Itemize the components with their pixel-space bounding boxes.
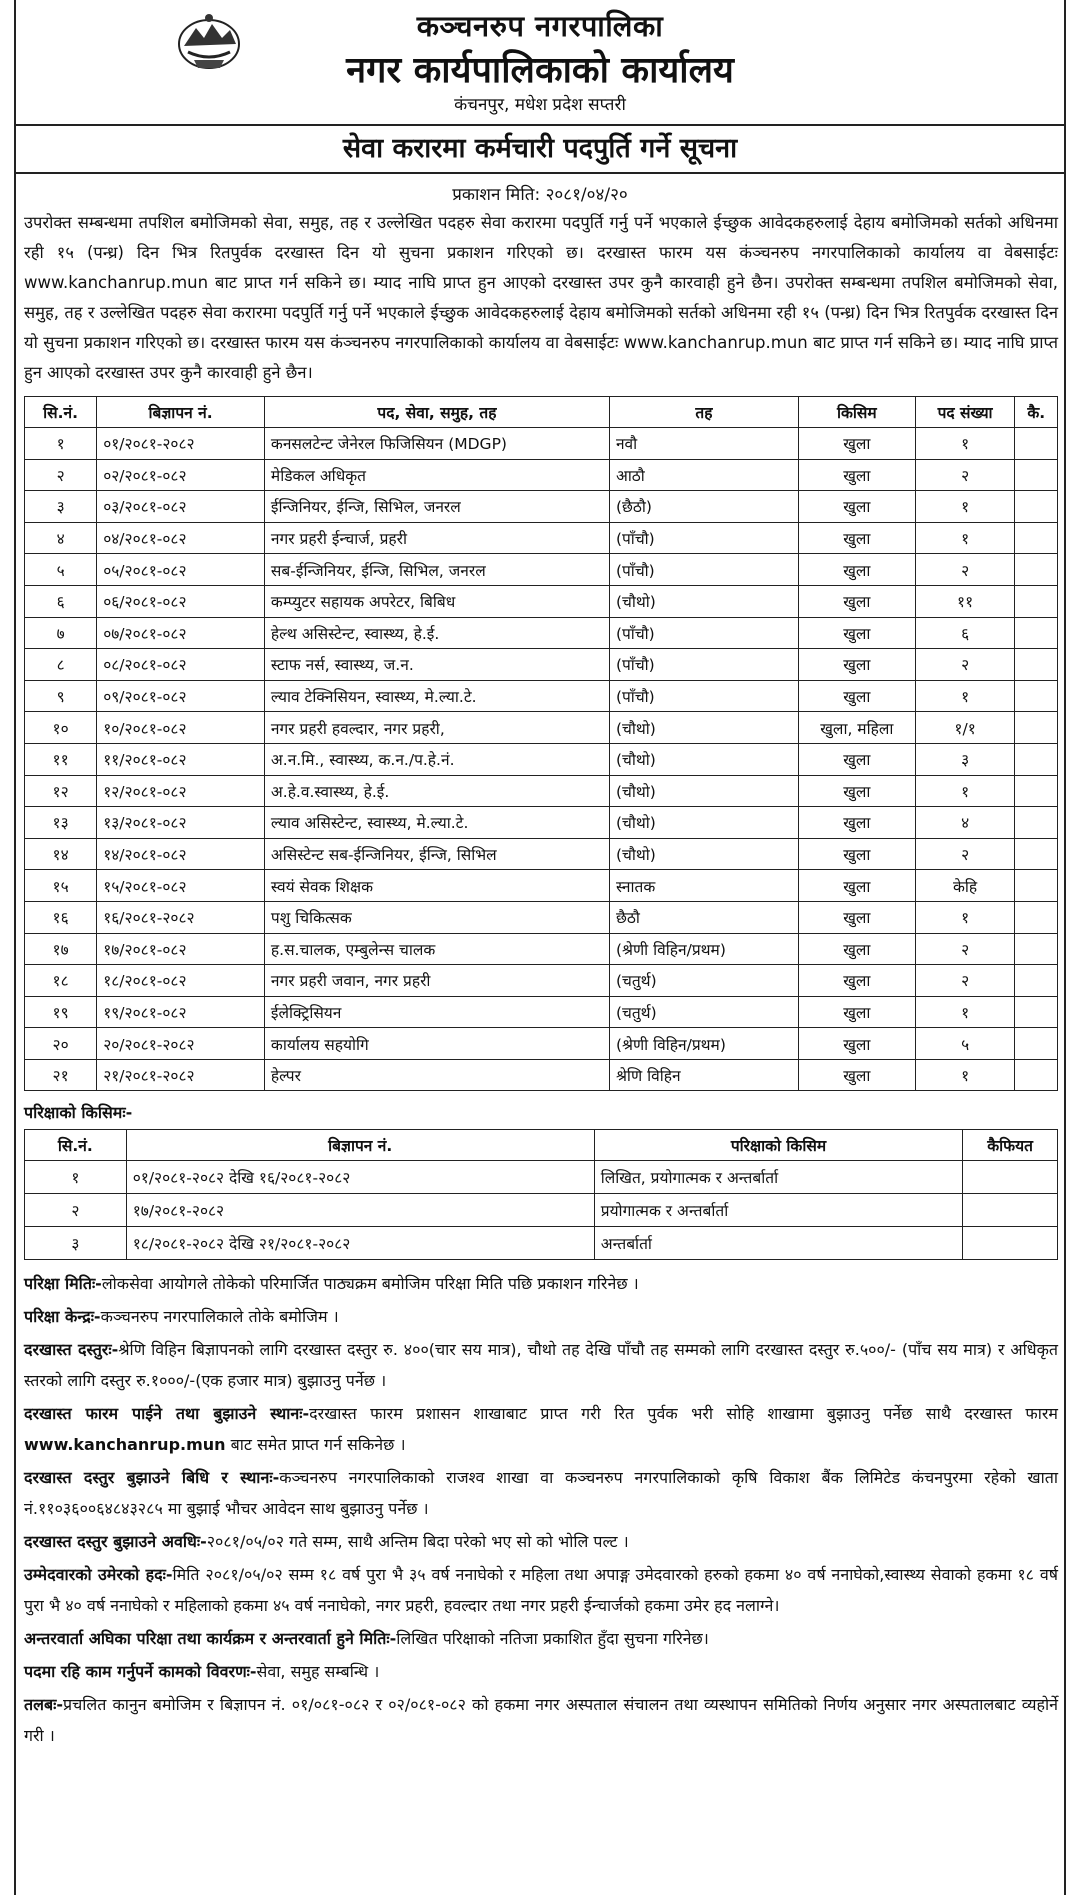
exam-section-label: परिक्षाको किसिमः-: [24, 1103, 133, 1123]
table-cell: हेल्थ असिस्टेन्ट, स्वास्थ्य, हे.ई.: [264, 617, 609, 649]
table-cell: सब-ईन्जिनियर, ईन्जि, सिभिल, जनरल: [264, 554, 609, 586]
note-text: मिति २०८१/०५/०२ सम्म १८ वर्ष पुरा भै ३५ वर्ष ननाघेको र महिला तथा अपाङ्ग उमेदवारको हरुको हकमा ४० वर्ष ननाघेको,स्वास्थ्य सेवाको हकमा १८ वर्ष पुरा भै ४० वर्ष ननाघेको र महिलाको हकमा ४५ वर्ष ननाघेको, नगर प्रहरी, हवल्दार तथा नगर प्रहरी ईन्चार्जको हकमा उमेर हद नलाग्ने।: [24, 1565, 1059, 1616]
table-cell: (श्रेणी विहिन/प्रथम): [609, 1028, 798, 1060]
table-cell: ११/२०८१-०८२: [97, 743, 265, 775]
note-label: अन्तरवार्ता अघिका परिक्षा तथा कार्यक्रम र अन्तरवार्ता हुने मितिः-: [24, 1629, 397, 1649]
table-cell: स्नातक: [609, 870, 798, 902]
note-item: [24, 1398, 1058, 1460]
table-cell: खुला: [798, 775, 915, 807]
table-row: [25, 1227, 1058, 1260]
note-item: [24, 1462, 1058, 1524]
table-cell: अन्तर्बार्ता: [594, 1227, 962, 1260]
table-cell: नवौ: [609, 428, 798, 460]
intro-paragraph: उपरोक्त सम्बन्धमा तपशिल बमोजिमको सेवा, समुह, तह र उल्लेखित पदहरु सेवा करारमा पदपुर्ति गर्नु पर्ने भएकाले ईच्छुक आवेदकहरुलाई देहाय बमोजिमको सर्तको अधिनमा रही १५ (पन्ध्र) दिन भित्र रितपुर्वक दरखास्त दिन यो सुचना प्रकाशन गरिएको छ। दरखास्त फारम यस कंञ्चनरुप नगरपालिकाको कार्यालय वा वेबसाईटः www.kanchanrup.mun बाट प्राप्त गर्न सकिने छ। म्याद नाघि प्राप्त हुन आएको दरखास्त उपर कुनै कारवाही हुने छैन। उपरोक्त सम्बन्धमा तपशिल बमोजिमको सेवा, समुह, तह र उल्लेखित पदहरु सेवा करारमा पदपुर्ति गर्नु पर्ने भएकाले ईच्छुक आवेदकहरुलाई देहाय बमोजिमको सर्तको अधिनमा रही १५ (पन्ध्र) दिन भित्र रितपुर्वक दरखास्त दिन यो सुचना प्रकाशन गरिएको छ। दरखास्त फारम यस कंञ्चनरुप नगरपालिकाको कार्यालय वा वेबसाईटः www.kanchanrup.mun बाट प्राप्त गर्न सकिने छ। म्याद नाघि प्राप्त हुन आएको दरखास्त उपर कुनै कारवाही हुने छैन।: [24, 213, 1058, 382]
note-label: दरखास्त दस्तुर बुझाउने बिधि र स्थानः-: [24, 1468, 280, 1488]
table-cell: खुला, महिला: [798, 712, 915, 744]
table-cell: [1015, 428, 1058, 460]
table-cell: नगर प्रहरी हवल्दार, नगर प्रहरी,: [264, 712, 609, 744]
table-cell: १: [25, 1161, 127, 1194]
table-cell: खुला: [798, 838, 915, 870]
table-cell: १८: [25, 965, 97, 997]
table-cell: (छैठौ): [609, 491, 798, 523]
note-label: दरखास्त फारम पाईने तथा बुझाउने स्थानः-: [24, 1404, 310, 1424]
exam-header-cell: सि.नं.: [25, 1130, 127, 1161]
table-cell: [963, 1227, 1058, 1260]
table-cell: खुला: [798, 554, 915, 586]
table-cell: [1015, 491, 1058, 523]
publication-date: प्रकाशन मिति: २०८१/०४/२०: [452, 185, 628, 205]
table-cell: १३/२०८१-०८२: [97, 807, 265, 839]
table-cell: स्टाफ नर्स, स्वास्थ्य, ज.न.: [264, 649, 609, 681]
table-cell: (चौथो): [609, 807, 798, 839]
note-item: [24, 1301, 1058, 1332]
table-cell: ९: [25, 680, 97, 712]
table-cell: खुला: [798, 585, 915, 617]
table-cell: [1015, 617, 1058, 649]
table-cell: १५: [25, 870, 97, 902]
table-cell: ०२/२०८१-०८२: [97, 459, 265, 491]
table-cell: खुला: [798, 870, 915, 902]
table-cell: खुला: [798, 428, 915, 460]
table-row: [25, 554, 1058, 586]
table-cell: नगर प्रहरी ईन्चार्ज, प्रहरी: [264, 522, 609, 554]
table-cell: १: [915, 491, 1015, 523]
table-cell: १: [915, 996, 1015, 1028]
note-text: सेवा, समुह सम्बन्धि ।: [256, 1662, 380, 1682]
table-cell: २: [915, 649, 1015, 681]
table-cell: ०७/२०८१-०८२: [97, 617, 265, 649]
table-cell: (पाँचौ): [609, 522, 798, 554]
posts-header-cell: तह: [609, 397, 798, 428]
table-cell: (पाँचौ): [609, 649, 798, 681]
table-cell: (चौथो): [609, 585, 798, 617]
table-cell: प्रयोगात्मक र अन्तर्बार्ता: [594, 1194, 962, 1227]
table-cell: १९/२०८१-०८२: [97, 996, 265, 1028]
table-cell: [1015, 807, 1058, 839]
posts-table: [24, 396, 1058, 1091]
table-cell: [1015, 459, 1058, 491]
table-cell: (श्रेणी विहिन/प्रथम): [609, 933, 798, 965]
table-cell: १६: [25, 901, 97, 933]
table-cell: १३: [25, 807, 97, 839]
posts-header-cell: किसिम: [798, 397, 915, 428]
table-cell: ल्याव टेक्निसियन, स्वास्थ्य, मे.ल्या.टे.: [264, 680, 609, 712]
exam-table: [24, 1129, 1058, 1260]
table-cell: १: [915, 522, 1015, 554]
table-cell: १८/२०८१-०८२: [97, 965, 265, 997]
table-cell: ०१/२०८१-२०८२ देखि १६/२०८१-२०८२: [126, 1161, 594, 1194]
table-cell: ७: [25, 617, 97, 649]
table-cell: १९: [25, 996, 97, 1028]
table-row: [25, 459, 1058, 491]
table-cell: ०८/२०८१-०८२: [97, 649, 265, 681]
table-row: [25, 428, 1058, 460]
note-item: [24, 1623, 1058, 1654]
table-cell: १: [915, 1059, 1015, 1091]
table-cell: १८/२०८१-२०८२ देखि २१/२०८१-२०८२: [126, 1227, 594, 1260]
table-cell: ५: [915, 1028, 1015, 1060]
note-label: पदमा रहि काम गर्नुपर्ने कामको विवरणः-: [24, 1662, 257, 1682]
table-cell: २: [915, 965, 1015, 997]
table-cell: खुला: [798, 680, 915, 712]
table-cell: ८: [25, 649, 97, 681]
table-cell: २०/२०८१-२०८२: [97, 1028, 265, 1060]
notice-title: सेवा करारमा कर्मचारी पदपुर्ति गर्ने सूचना: [14, 124, 1066, 174]
table-cell: ५: [25, 554, 97, 586]
table-cell: [1015, 1028, 1058, 1060]
table-cell: खुला: [798, 807, 915, 839]
table-cell: [1015, 965, 1058, 997]
table-cell: (चौथो): [609, 743, 798, 775]
table-cell: [1015, 743, 1058, 775]
note-text: श्रेणि विहिन बिज्ञापनको लागि दरखास्त दस्तुर रु. ४००(चार सय मात्र), चौथो तह देखि पाँचौ तह सम्मको लागि दरखास्त दस्तुर रु.५००/- (पाँच सय मात्र) र अधिकृत स्तरको लागि दस्तुर रु.१०००/-(एक हजार मात्र) बुझाउनु पर्नेछ ।: [24, 1340, 1058, 1391]
table-row: [25, 743, 1058, 775]
table-row: [25, 965, 1058, 997]
note-text: दरखास्त फारम प्रशासन शाखाबाट प्राप्त गरी रित पुर्वक भरी सोहि शाखामा बुझाउनु पर्नेछ साथै दरखास्त फारम: [309, 1404, 1058, 1424]
table-row: [25, 1059, 1058, 1091]
table-cell: खुला: [798, 996, 915, 1028]
table-cell: केहि: [915, 870, 1015, 902]
table-cell: १: [915, 901, 1015, 933]
table-cell: [1015, 901, 1058, 933]
table-row: [25, 901, 1058, 933]
note-text: २०८१/०५/०२ गते सम्म, साथै अन्तिम बिदा परेको भए सो को भोलि पल्ट ।: [206, 1532, 629, 1552]
note-item: [24, 1656, 1058, 1687]
table-cell: [1015, 933, 1058, 965]
note-label: परिक्षा मितिः-: [24, 1274, 102, 1294]
table-row: [25, 491, 1058, 523]
note-label: परिक्षा केन्द्रः-: [24, 1307, 101, 1327]
table-cell: २: [915, 459, 1015, 491]
table-cell: (पाँचौ): [609, 680, 798, 712]
exam-table-body: [25, 1161, 1058, 1260]
table-cell: १२: [25, 775, 97, 807]
note-text: कञ्चनरुप नगरपालिकाले तोके बमोजिम ।: [100, 1307, 339, 1327]
table-cell: २१: [25, 1059, 97, 1091]
note-text: बाट समेत प्राप्त गर्न सकिनेछ ।: [230, 1435, 406, 1455]
table-cell: १६/२०८१-२०८२: [97, 901, 265, 933]
table-cell: खुला: [798, 1028, 915, 1060]
note-item: [24, 1526, 1058, 1557]
table-cell: अ.न.मि., स्वास्थ्य, क.न./प.हे.नं.: [264, 743, 609, 775]
table-cell: [963, 1161, 1058, 1194]
table-cell: १४: [25, 838, 97, 870]
posts-table-header: [25, 397, 1058, 428]
exam-header-cell: बिज्ञापन नं.: [126, 1130, 594, 1161]
table-cell: [1015, 1059, 1058, 1091]
table-cell: १: [915, 775, 1015, 807]
table-cell: ०६/२०८१-०८२: [97, 585, 265, 617]
table-cell: २१/२०८१-२०८२: [97, 1059, 265, 1091]
table-cell: पशु चिकित्सक: [264, 901, 609, 933]
table-cell: खुला: [798, 649, 915, 681]
table-cell: खुला: [798, 965, 915, 997]
table-row: [25, 1161, 1058, 1194]
table-cell: [1015, 554, 1058, 586]
posts-header-cell: सि.नं.: [25, 397, 97, 428]
header: [14, 0, 1066, 118]
table-cell: १७/२०८१-०८२: [97, 933, 265, 965]
posts-header-cell: पद संख्या: [915, 397, 1015, 428]
table-row: [25, 522, 1058, 554]
table-cell: (चौथो): [609, 838, 798, 870]
table-cell: [1015, 522, 1058, 554]
table-cell: ११: [25, 743, 97, 775]
table-cell: कनसलटेन्ट जेनेरल फिजिसियन (MDGP): [264, 428, 609, 460]
table-row: [25, 775, 1058, 807]
table-cell: ०५/२०८१-०८२: [97, 554, 265, 586]
table-cell: खुला: [798, 1059, 915, 1091]
table-cell: खुला: [798, 743, 915, 775]
table-row: [25, 712, 1058, 744]
table-cell: १०/२०८१-०८२: [97, 712, 265, 744]
note-item: [24, 1268, 1058, 1299]
table-cell: ६: [915, 617, 1015, 649]
office-address: कंचनपुर, मधेश प्रदेश सप्तरी: [454, 95, 626, 115]
table-cell: छैठौ: [609, 901, 798, 933]
table-cell: ३: [25, 1227, 127, 1260]
table-cell: २: [25, 1194, 127, 1227]
table-cell: ३: [25, 491, 97, 523]
table-cell: [1015, 996, 1058, 1028]
table-row: [25, 680, 1058, 712]
table-cell: (पाँचौ): [609, 617, 798, 649]
table-cell: असिस्टेन्ट सब-ईन्जिनियर, ईन्जि, सिभिल: [264, 838, 609, 870]
table-cell: १०: [25, 712, 97, 744]
note-text: कञ्चनरुप नगरपालिकाको राजश्व शाखा वा कञ्चनरुप नगरपालिकाको कृषि विकाश बैंक लिमिटेड कंचनपुरमा रहेको खाता नं.११०३६००६४८४३२८५ मा बुझाई भौचर आवेदन साथ बुझाउनु पर्नेछ ।: [24, 1468, 1059, 1519]
table-cell: (चतुर्थ): [609, 965, 798, 997]
notes-section: [14, 1268, 1066, 1751]
table-cell: (चतुर्थ): [609, 996, 798, 1028]
note-item: [24, 1689, 1058, 1751]
table-cell: [1015, 870, 1058, 902]
table-cell: २: [915, 838, 1015, 870]
table-cell: ३: [915, 743, 1015, 775]
posts-header-cell: बिज्ञापन नं.: [97, 397, 265, 428]
table-row: [25, 617, 1058, 649]
table-cell: (चौथो): [609, 775, 798, 807]
note-text: लोकसेवा आयोगले तोकेको परिमार्जित पाठ्यक्रम बमोजिम परिक्षा मिति पछि प्रकाशन गरिनेछ ।: [101, 1274, 639, 1294]
posts-table-body: [25, 428, 1058, 1091]
table-cell: खुला: [798, 617, 915, 649]
table-row: [25, 933, 1058, 965]
table-cell: ११: [915, 585, 1015, 617]
table-row: [25, 838, 1058, 870]
exam-header-cell: कैफियत: [963, 1130, 1058, 1161]
table-row: [25, 1028, 1058, 1060]
table-cell: खुला: [798, 491, 915, 523]
table-cell: [1015, 838, 1058, 870]
note-text: लिखित परिक्षाको नतिजा प्रकाशित हुँदा सुचना गरिनेछ।: [396, 1629, 709, 1649]
table-cell: (चौथो): [609, 712, 798, 744]
table-cell: ६: [25, 585, 97, 617]
exam-table-wrapper: [14, 1129, 1066, 1260]
note-label: उम्मेदवारको उमेरको हदः-: [24, 1565, 173, 1585]
table-cell: १: [25, 428, 97, 460]
table-cell: (पाँचौ): [609, 554, 798, 586]
table-cell: ०३/२०८१-०८२: [97, 491, 265, 523]
table-cell: १/१: [915, 712, 1015, 744]
table-cell: २०: [25, 1028, 97, 1060]
table-cell: ०९/२०८१-०८२: [97, 680, 265, 712]
note-item: [24, 1559, 1058, 1621]
posts-header-cell: कै.: [1015, 397, 1058, 428]
table-cell: मेडिकल अधिकृत: [264, 459, 609, 491]
table-cell: १२/२०८१-०८२: [97, 775, 265, 807]
table-cell: ल्याव असिस्टेन्ट, स्वास्थ्य, मे.ल्या.टे.: [264, 807, 609, 839]
table-cell: [1015, 775, 1058, 807]
table-row: [25, 996, 1058, 1028]
exam-header-cell: परिक्षाको किसिम: [594, 1130, 962, 1161]
table-cell: २: [915, 933, 1015, 965]
note-item: [24, 1334, 1058, 1396]
office-name: नगर कार्यपालिकाको कार्यालय: [346, 50, 734, 91]
note-label: दरखास्त दस्तुर बुझाउने अवधिः-: [24, 1532, 207, 1552]
table-cell: [1015, 585, 1058, 617]
table-cell: आठौ: [609, 459, 798, 491]
table-cell: अ.हे.व.स्वास्थ्य, हे.ई.: [264, 775, 609, 807]
table-cell: लिखित, प्रयोगात्मक र अन्तर्बार्ता: [594, 1161, 962, 1194]
note-label: तलबः-: [24, 1695, 63, 1715]
table-cell: खुला: [798, 459, 915, 491]
table-cell: १४/२०८१-०८२: [97, 838, 265, 870]
table-cell: [1015, 712, 1058, 744]
table-cell: कार्यालय सहयोगि: [264, 1028, 609, 1060]
table-cell: कम्प्युटर सहायक अपरेटर, बिबिध: [264, 585, 609, 617]
table-cell: १: [915, 680, 1015, 712]
table-row: [25, 807, 1058, 839]
table-cell: खुला: [798, 522, 915, 554]
table-cell: ह.स.चालक, एम्बुलेन्स चालक: [264, 933, 609, 965]
table-row: [25, 1194, 1058, 1227]
table-cell: ईन्जिनियर, ईन्जि, सिभिल, जनरल: [264, 491, 609, 523]
table-row: [25, 870, 1058, 902]
website-url: www.kanchanrup.mun: [24, 1435, 226, 1455]
note-text: प्रचलित कानुन बमोजिम र बिज्ञापन नं. ०१/०८१-०८२ र ०२/०८१-०८२ को हकमा नगर अस्पताल संचालन तथा व्यस्थापन समितिको निर्णय अनुसार नगर अस्पतालबाट व्यहोर्ने गरी ।: [24, 1695, 1058, 1746]
table-cell: १५/२०८१-०८२: [97, 870, 265, 902]
table-cell: ०४/२०८१-०८२: [97, 522, 265, 554]
org-name: कञ्चनरुप नगरपालिका: [416, 9, 664, 43]
exam-table-header: [25, 1130, 1058, 1161]
table-cell: ०१/२०८१-२०८२: [97, 428, 265, 460]
table-cell: २: [915, 554, 1015, 586]
table-cell: ४: [25, 522, 97, 554]
table-cell: खुला: [798, 933, 915, 965]
table-cell: [1015, 649, 1058, 681]
table-cell: १: [915, 428, 1015, 460]
table-cell: हेल्पर: [264, 1059, 609, 1091]
table-cell: ईलेक्ट्रिसियन: [264, 996, 609, 1028]
table-cell: श्रेणि विहिन: [609, 1059, 798, 1091]
table-cell: नगर प्रहरी जवान, नगर प्रहरी: [264, 965, 609, 997]
table-cell: १७: [25, 933, 97, 965]
table-cell: ४: [915, 807, 1015, 839]
posts-table-wrapper: [14, 396, 1066, 1091]
posts-header-cell: पद, सेवा, समुह, तह: [264, 397, 609, 428]
note-label: दरखास्त दस्तुरः-: [24, 1340, 119, 1360]
table-cell: खुला: [798, 901, 915, 933]
table-cell: [963, 1194, 1058, 1227]
table-cell: २: [25, 459, 97, 491]
table-cell: १७/२०८१-२०८२: [126, 1194, 594, 1227]
table-cell: स्वयं सेवक शिक्षक: [264, 870, 609, 902]
table-row: [25, 585, 1058, 617]
table-row: [25, 649, 1058, 681]
table-cell: [1015, 680, 1058, 712]
